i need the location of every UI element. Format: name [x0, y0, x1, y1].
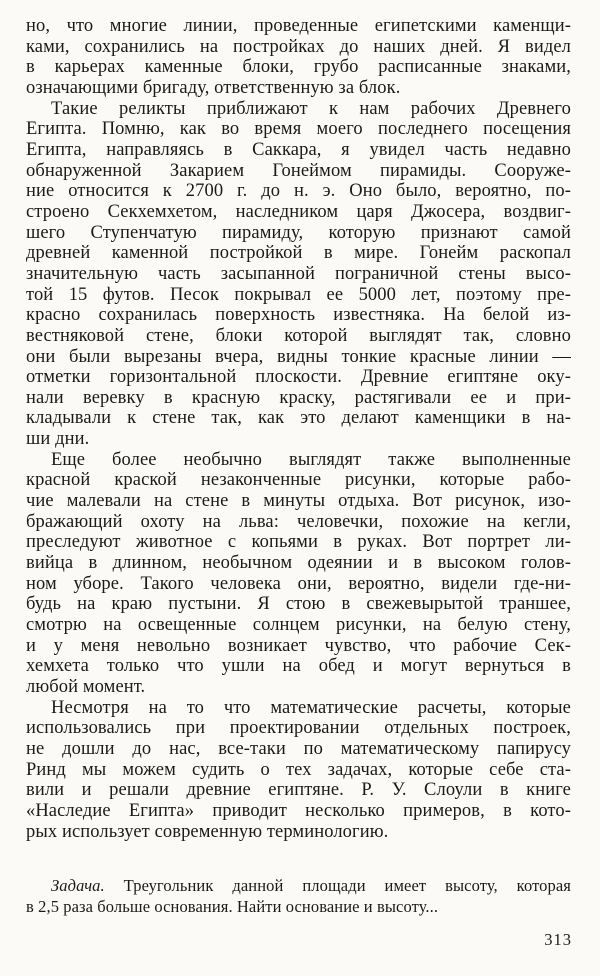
text-line: Египта, направляясь в Саккара, я увидел часть недавно — [26, 139, 571, 160]
text-line: обнаруженной Закарием Гонеймом пирамиды. Сооруже- — [26, 160, 571, 181]
text-line: они были вырезаны вчера, видны тонкие красные линии — — [26, 346, 571, 367]
page-content — [26, 16, 571, 917]
text-line: Задача. Треугольник данной площади имеет высоту, которая — [51, 876, 571, 896]
text-line: Несмотря на то что математические расчеты, которые — [51, 697, 571, 718]
text-line: будь на краю пустыни. Я стою в свежевырытой траншее, — [26, 594, 571, 615]
text-line: Египта. Помню, как во время моего последнего посещения — [26, 119, 571, 140]
text-line: чие малевали на стене в минуты отдыха. Вот рисунок, изо- — [26, 491, 571, 512]
text-line: бражающий охоту на льва: человечки, похожие на кегли, — [26, 511, 571, 532]
paragraph — [26, 450, 571, 698]
text-line: ном уборе. Такого человека они, вероятно, видели где-ни- — [26, 573, 571, 594]
text-line: хемхета только что ушли на обед и могут вернуться в — [26, 656, 571, 677]
text-line: нали веревку в красную краску, растягивали ее и при- — [26, 387, 571, 408]
problem-text — [26, 875, 571, 917]
text-line: ками, сохранились на постройках до наших дней. Я видел — [26, 36, 571, 57]
text-line: древней каменной постройкой в мире. Гонейм раскопал — [26, 243, 571, 264]
page-number: 313 — [544, 930, 572, 949]
text-line: использовались при проектировании отдельных построек, — [26, 718, 571, 739]
text-line: вили и решали древние египтяне. Р. У. Слоули в книге — [26, 780, 571, 801]
body-text — [26, 16, 571, 842]
text-line: кладывали к стене так, как это делают каменщики в на- — [26, 408, 571, 429]
text-line: смотрю на освещенные солнцем рисунки, на белую стену, — [26, 615, 571, 636]
text-line: не дошли до нас, все-таки по математическому папирусу — [26, 738, 571, 759]
text-line: вийца в длинном, необычном одеянии и в высоком голов- — [26, 553, 571, 574]
paragraph — [26, 698, 571, 843]
text-line: красной краской незаконченные рисунки, которые рабо- — [26, 470, 571, 491]
text-line: но, что многие линии, проведенные египетскими каменщи- — [26, 16, 571, 36]
text-line: и у меня невольно возникает чувство, что рабочие Сек- — [26, 635, 571, 656]
text-line: Ринд мы можем судить о тех задачах, которые себе ста- — [26, 759, 571, 780]
text-line: преследуют животное с копьями в руках. Вот портрет ли- — [26, 532, 571, 553]
paragraph — [26, 99, 571, 450]
paragraph — [26, 16, 571, 99]
text-line: Такие реликты приближают к нам рабочих Древнего — [51, 98, 571, 119]
text-line: любой момент. — [26, 677, 146, 697]
text-line: шего Ступенчатую пирамиду, которую признают самой — [26, 222, 571, 243]
text-line: рых использует современную терминологию. — [26, 821, 389, 842]
text-line: отметки горизонтальной плоскости. Древние египтяне оку- — [26, 367, 571, 388]
text-line: означающими бригаду, ответственную за блок. — [26, 77, 401, 98]
text-line: строено Секхемхетом, наследником царя Джосера, воздвиг- — [26, 201, 571, 222]
text-line: ние относится к 2700 г. до н. э. Оно было, вероятно, по- — [26, 181, 571, 202]
text-line: Еще более необычно выглядят также выполненные — [51, 449, 571, 470]
text-line: вестняковой стене, блоки которой выглядят так, словно — [26, 325, 571, 346]
text-line: в карьерах каменные блоки, грубо расписанные знаками, — [26, 57, 571, 78]
text-line: красно сохранилась поверхность известняка. На белой из- — [26, 305, 571, 326]
text-line: «Наследие Египта» приводит несколько примеров, в кото- — [26, 800, 571, 821]
text-line: той 15 футов. Песок покрывал ее 5000 лет, поэтому пре- — [26, 284, 571, 305]
text-line: значительную часть засыпанной пограничной стены высо- — [26, 263, 571, 284]
text-line: в 2,5 раза больше основания. Найти основание и высоту... — [26, 897, 439, 917]
problem-label: Задача. — [51, 876, 105, 896]
text-line: ши дни. — [26, 429, 90, 450]
